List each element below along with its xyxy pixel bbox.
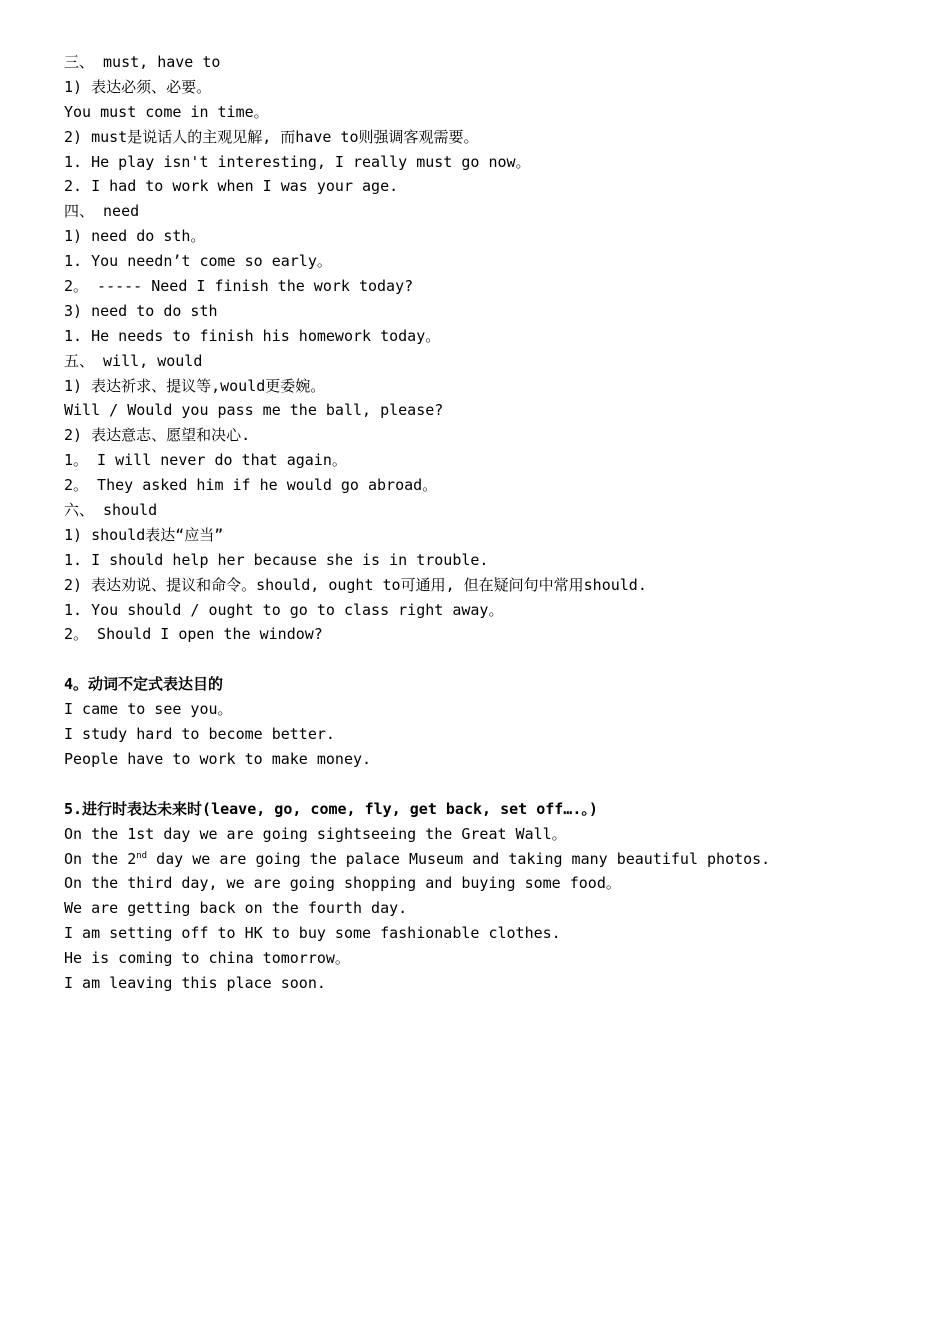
example-line: 2。 Should I open the window?: [64, 625, 323, 644]
heading-should: 六、 should: [64, 501, 158, 520]
text-line: 2) 表达劝说、提议和命令。should, ought to可通用, 但在疑问句中常用should.: [64, 575, 647, 594]
line-text: On the 2: [64, 849, 137, 868]
heading-need: 四、 need: [64, 202, 140, 221]
example-line: 1. He play isn't interesting, I really must go now。: [64, 152, 531, 171]
ordinal-suffix: nd: [136, 850, 148, 861]
example-line: People have to work to make money.: [64, 749, 372, 768]
spacer: [64, 647, 924, 672]
example-line: I am leaving this place soon.: [64, 973, 326, 992]
example-line: Will / Would you pass me the ball, please?: [64, 401, 444, 420]
example-line: 2. I had to work when I was your age.: [64, 177, 399, 196]
progressive-future-section: [64, 797, 924, 996]
example-line: [64, 847, 924, 872]
example-line: 1. He needs to finish his homework today。: [64, 326, 441, 345]
example-line: I am setting off to HK to buy some fashionable clothes.: [64, 924, 561, 943]
example-line: He is coming to china tomorrow。: [64, 949, 350, 968]
text-line: 2) 表达意志、愿望和决心.: [64, 426, 251, 445]
example-line: 1. You should / ought to go to class right away。: [64, 600, 504, 619]
text-line: 2) must是说话人的主观见解, 而have to则强调客观需要。: [64, 127, 479, 146]
text-line: 1) need do sth。: [64, 227, 206, 246]
spacer: [64, 772, 924, 797]
heading-must-have-to: 三、 must, have to: [64, 53, 221, 71]
example-line: I study hard to become better.: [64, 725, 335, 744]
line-text: day we are going the palace Museum and taking many beautiful photos.: [147, 849, 771, 868]
section-heading: 5.进行时表达未来时(leave, go, come, fly, get back, set off….。): [64, 799, 598, 818]
example-line: 1. I should help her because she is in trouble.: [64, 550, 489, 569]
heading-will-would: 五、 will, would: [64, 351, 203, 370]
example-line: 1. You needn’t come so early。: [64, 252, 332, 271]
text-line: 1) 表达必须、必要。: [64, 77, 212, 96]
example-line: You must come in time。: [64, 102, 269, 121]
text-line: 3) need to do sth: [64, 301, 218, 320]
example-line: 2。 ----- Need I finish the work today?: [64, 277, 414, 296]
example-line: 1。 I will never do that again。: [64, 451, 347, 470]
text-line: 1) should表达“应当”: [64, 525, 224, 544]
document-page: [64, 50, 924, 996]
example-line: 2。 They asked him if he would go abroad。: [64, 476, 438, 495]
modal-verbs-section: [64, 50, 924, 647]
example-line: On the 1st day we are going sightseeing the Great Wall。: [64, 824, 567, 843]
text-line: 1) 表达祈求、提议等,would更委婉。: [64, 376, 326, 395]
infinitive-section: [64, 672, 924, 772]
example-line: On the third day, we are going shopping and buying some food。: [64, 874, 621, 893]
example-line: I came to see you。: [64, 700, 233, 719]
example-line: We are getting back on the fourth day.: [64, 899, 408, 918]
section-heading: 4。动词不定式表达目的: [64, 675, 224, 694]
